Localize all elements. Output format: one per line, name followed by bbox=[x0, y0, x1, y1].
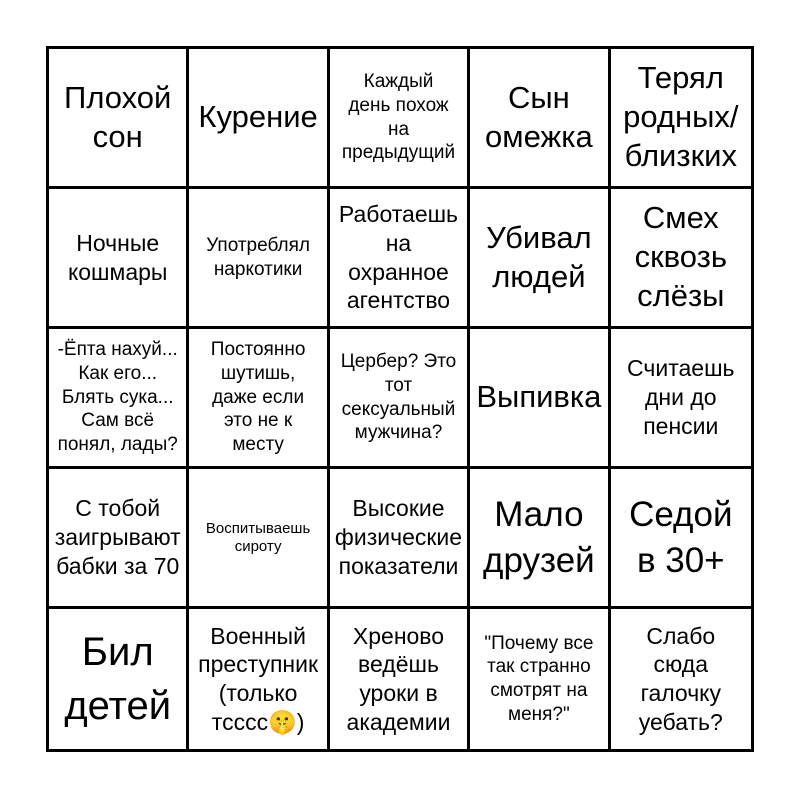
bingo-board bbox=[46, 46, 754, 752]
bingo-cell-r2-c3[interactable]: Работаешь на охранное агентство bbox=[330, 189, 470, 329]
bingo-cell-r1-c5[interactable]: Терял родных/ близких bbox=[611, 49, 751, 189]
bingo-cell-r3-c4[interactable]: Выпивка bbox=[470, 329, 610, 469]
bingo-cell-r4-c5[interactable]: Седой в 30+ bbox=[611, 469, 751, 609]
bingo-cell-r2-c5[interactable]: Смех сквозь слёзы bbox=[611, 189, 751, 329]
bingo-cell-r5-c2[interactable]: Военный преступник (только тсссс🤫) bbox=[189, 609, 329, 749]
bingo-cell-r4-c2[interactable]: Воспитываешь сироту bbox=[189, 469, 329, 609]
bingo-cell-r1-c1[interactable]: Плохой сон bbox=[49, 49, 189, 189]
bingo-cell-r3-c5[interactable]: Считаешь дни до пенсии bbox=[611, 329, 751, 469]
bingo-cell-r5-c4[interactable]: "Почему все так странно смотрят на меня?" bbox=[470, 609, 610, 749]
bingo-cell-r1-c4[interactable]: Сын омежка bbox=[470, 49, 610, 189]
bingo-cell-r5-c5[interactable]: Слабо сюда галочку уебать? bbox=[638, 622, 723, 735]
bingo-cell-r4-c1[interactable]: С тобой заигрывают бабки за 70 bbox=[49, 469, 189, 609]
bingo-cell-r2-c4[interactable]: Убивал людей bbox=[470, 189, 610, 329]
bingo-cell-r4-c3[interactable]: Высокие физические показатели bbox=[330, 469, 470, 609]
bingo-cell-r2-c1[interactable]: Ночные кошмары bbox=[49, 189, 189, 329]
bingo-cell-r3-c2[interactable]: Постоянно шутишь, даже если это не к месту bbox=[189, 329, 329, 469]
bingo-cell-r3-c1[interactable]: -Ёпта нахуй... Как его... Блять сука... Сам всё понял, лады? bbox=[49, 329, 189, 469]
bingo-cell-r1-c2[interactable]: Курение bbox=[189, 49, 329, 189]
bingo-cell-r5-c3[interactable]: Хреново ведёшь уроки в академии bbox=[330, 609, 470, 749]
bingo-cell-r3-c3[interactable]: Цербер? Это тот сексуальный мужчина? bbox=[330, 329, 470, 469]
bingo-cell-r1-c3[interactable]: Каждый день похож на предыдущий bbox=[330, 49, 470, 189]
bingo-cell-r2-c2[interactable]: Употреблял наркотики bbox=[189, 189, 329, 329]
bingo-cell-r5-c1[interactable]: Бил детей bbox=[49, 609, 189, 749]
bingo-cell-r4-c4[interactable]: Мало друзей bbox=[470, 469, 610, 609]
